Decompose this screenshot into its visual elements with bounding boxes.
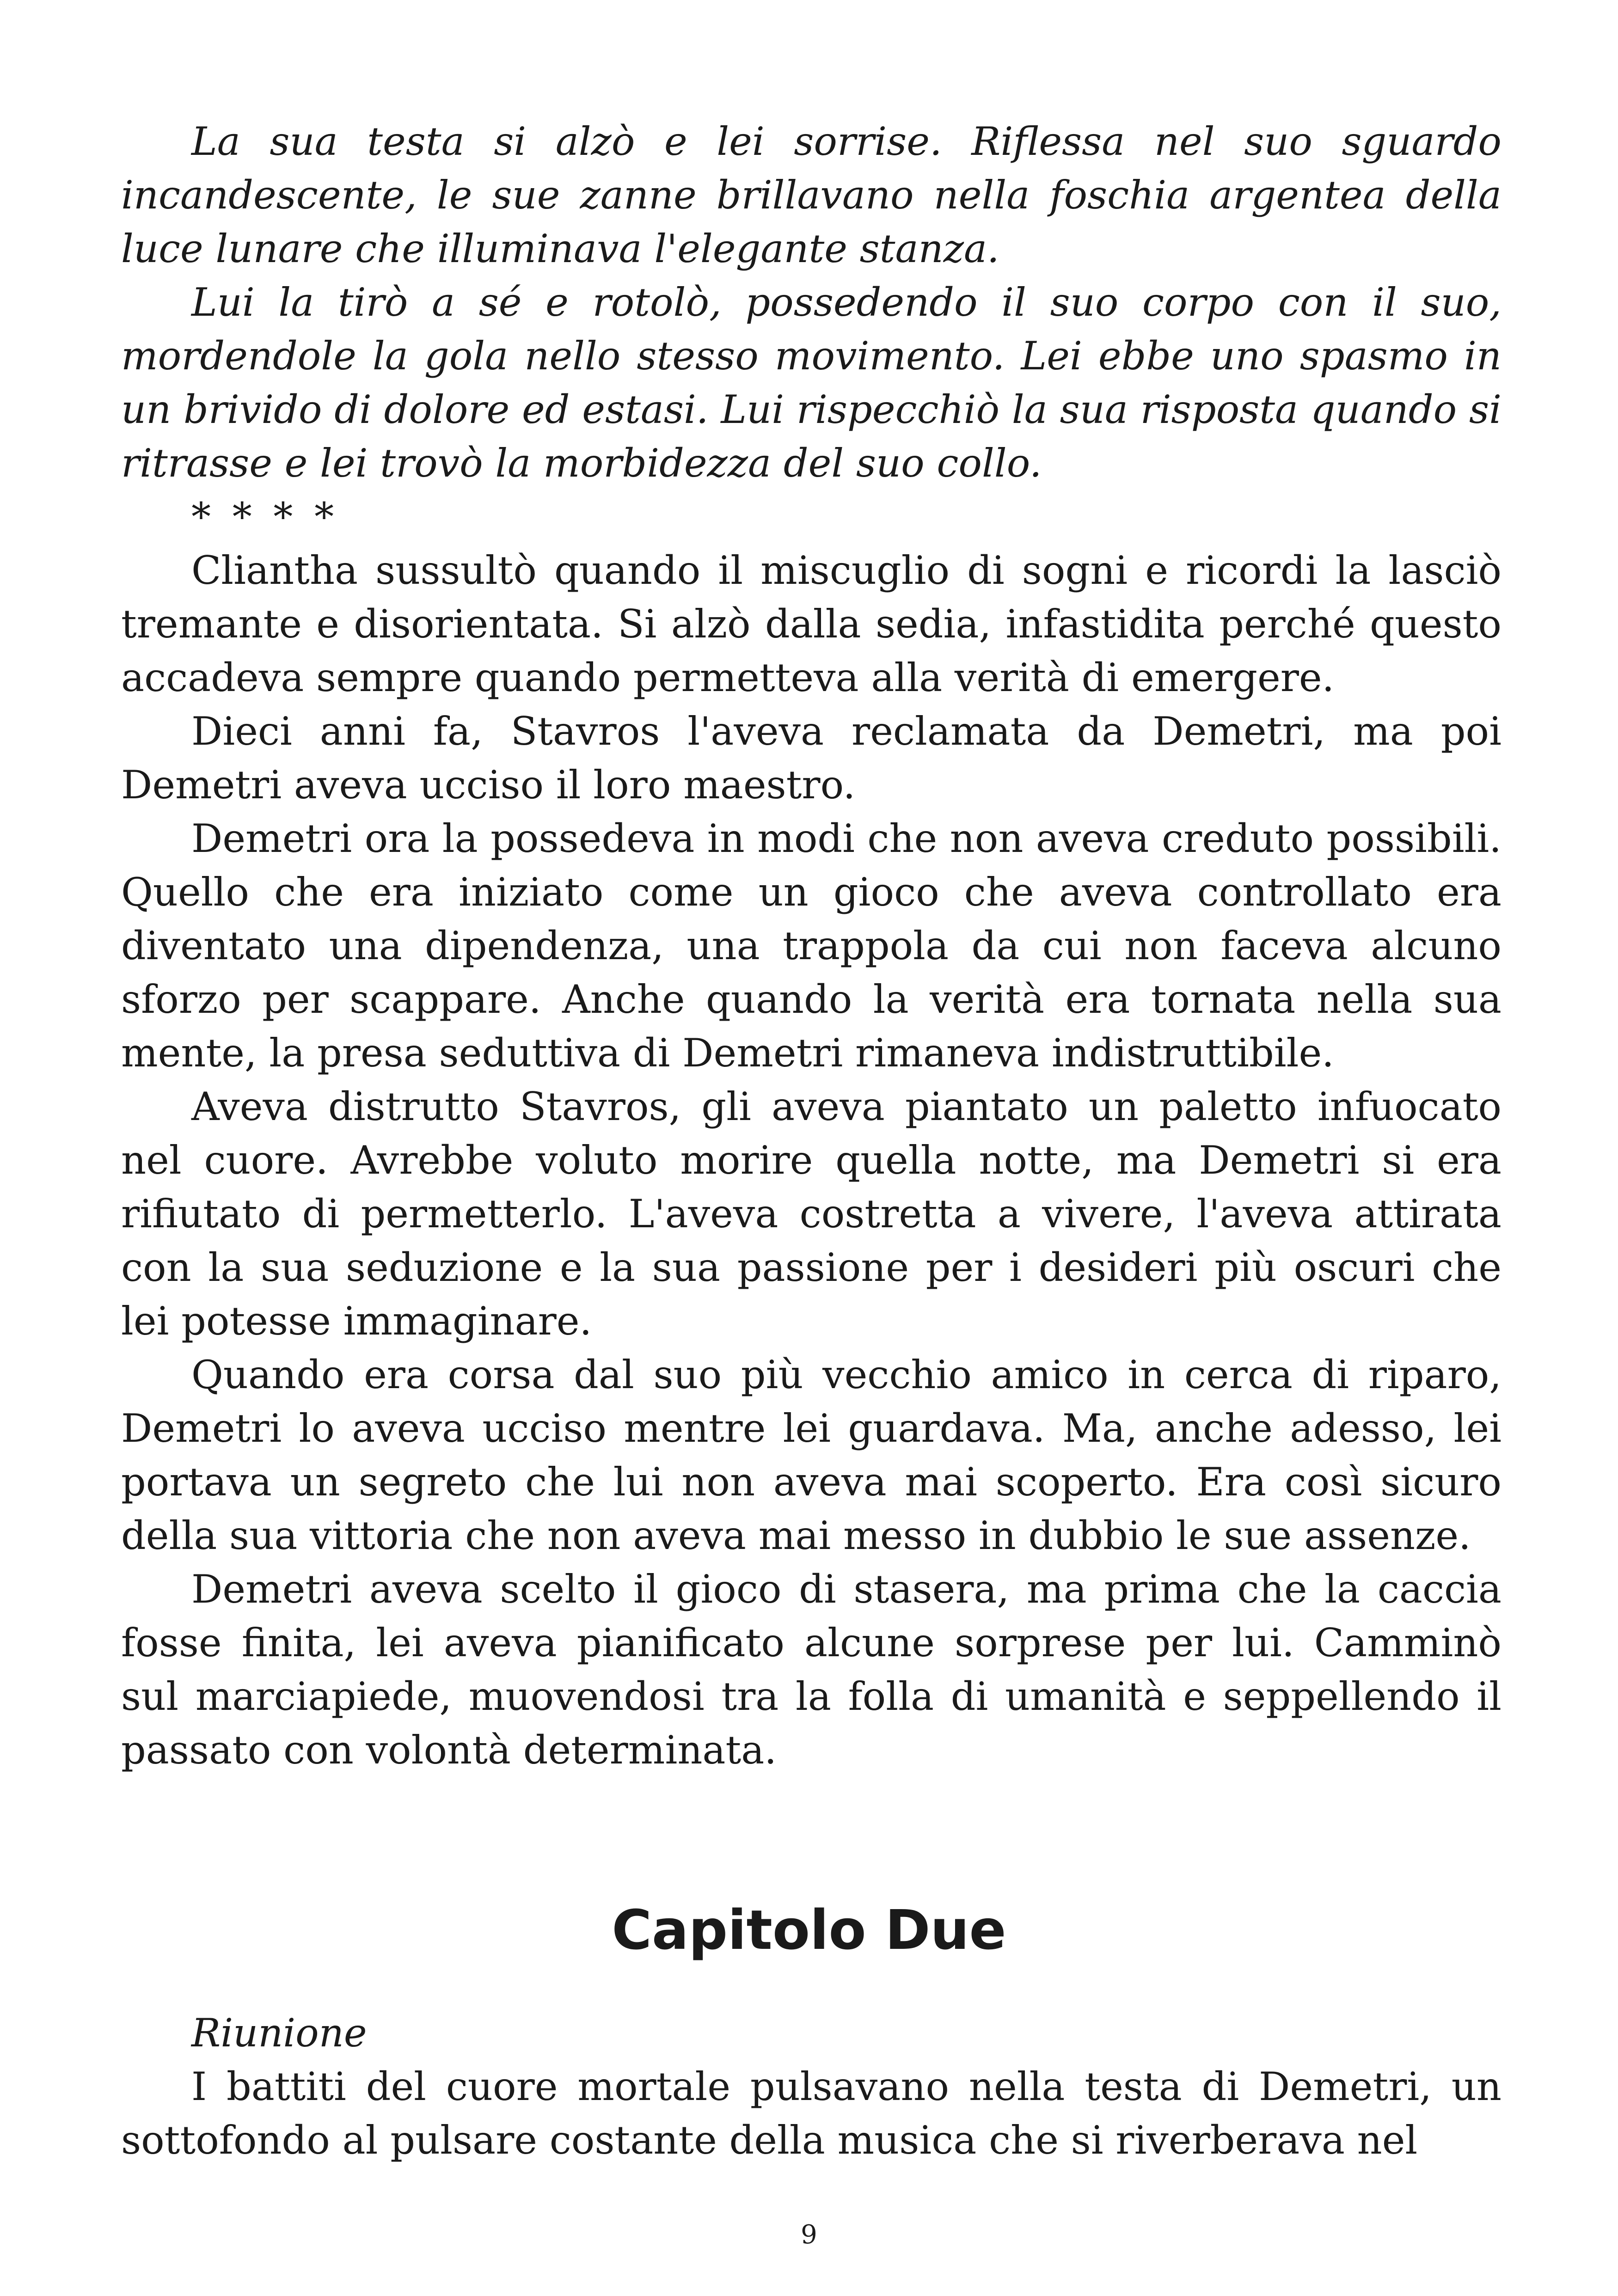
- paragraph-5: Quando era corsa dal suo più vecchio amico in cerca di riparo, Demetri lo aveva ucciso mentre lei guardava. Ma, anche adesso, lei portava un segreto che lui non aveva mai scoperto. Era così sicuro della sua vittoria che non aveva mai messo in dubbio le sue assenze.: [121, 1352, 1502, 1558]
- main-passage: [121, 544, 1502, 1777]
- page-number: 9: [801, 2220, 817, 2250]
- scene-separator: * * * *: [191, 494, 339, 539]
- opening-paragraph: I battiti del cuore mortale pulsavano nella testa di Demetri, un sottofondo al pulsare costante della musica che si riverberava nel: [121, 2064, 1502, 2163]
- paragraph-1: Cliantha sussultò quando il miscuglio di sogni e ricordi la lasciò tremante e disorientata. Si alzò dalla sedia, infastidita perché questo accadeva sempre quando permetteva alla verità di emergere.: [121, 548, 1502, 700]
- dream-passage: [121, 115, 1502, 490]
- chapter-subtitle: Riunione: [191, 2010, 367, 2056]
- chapter-title: Capitolo Due: [612, 1898, 1006, 1962]
- chapter-opening: [121, 2060, 1502, 2167]
- italic-paragraph-1: La sua testa si alzò e lei sorrise. Riflessa nel suo sguardo incandescente, le sue zanne brillavano nella foschia argentea della luce lunare che illuminava l'elegante stanza.: [121, 119, 1502, 271]
- italic-paragraph-2: Lui la tirò a sé e rotolò, possedendo il suo corpo con il suo, mordendole la gola nello stesso movimento. Lei ebbe uno spasmo in un brivido di dolore ed estasi. Lui rispecchiò la sua risposta quando si ritrasse e lei trovò la morbidezza del suo collo.: [121, 280, 1502, 486]
- paragraph-4: Aveva distrutto Stavros, gli aveva piantato un paletto infuocato nel cuore. Avrebbe voluto morire quella notte, ma Demetri si era rifiutato di permetterlo. L'aveva costretta a vivere, l'aveva attirata con la sua seduzione e la sua passione per i desideri più oscuri che lei potesse immaginare.: [121, 1084, 1502, 1344]
- paragraph-2: Dieci anni fa, Stavros l'aveva reclamata da Demetri, ma poi Demetri aveva ucciso il loro maestro.: [121, 709, 1502, 808]
- section-separator-block: [121, 490, 1502, 544]
- paragraph-3: Demetri ora la possedeva in modi che non aveva creduto possibili. Quello che era iniziato come un gioco che aveva controllato era diventato una dipendenza, una trappola da cui non faceva alcuno sforzo per scappare. Anche quando la verità era tornata nella sua mente, la presa seduttiva di Demetri rimaneva indistruttibile.: [121, 816, 1502, 1076]
- paragraph-6: Demetri aveva scelto il gioco di stasera, ma prima che la caccia fosse finita, lei aveva pianificato alcune sorprese per lui. Camminò sul marciapiede, muovendosi tra la folla di umanità e seppellendo il passato con volontà determinata.: [121, 1567, 1502, 1773]
